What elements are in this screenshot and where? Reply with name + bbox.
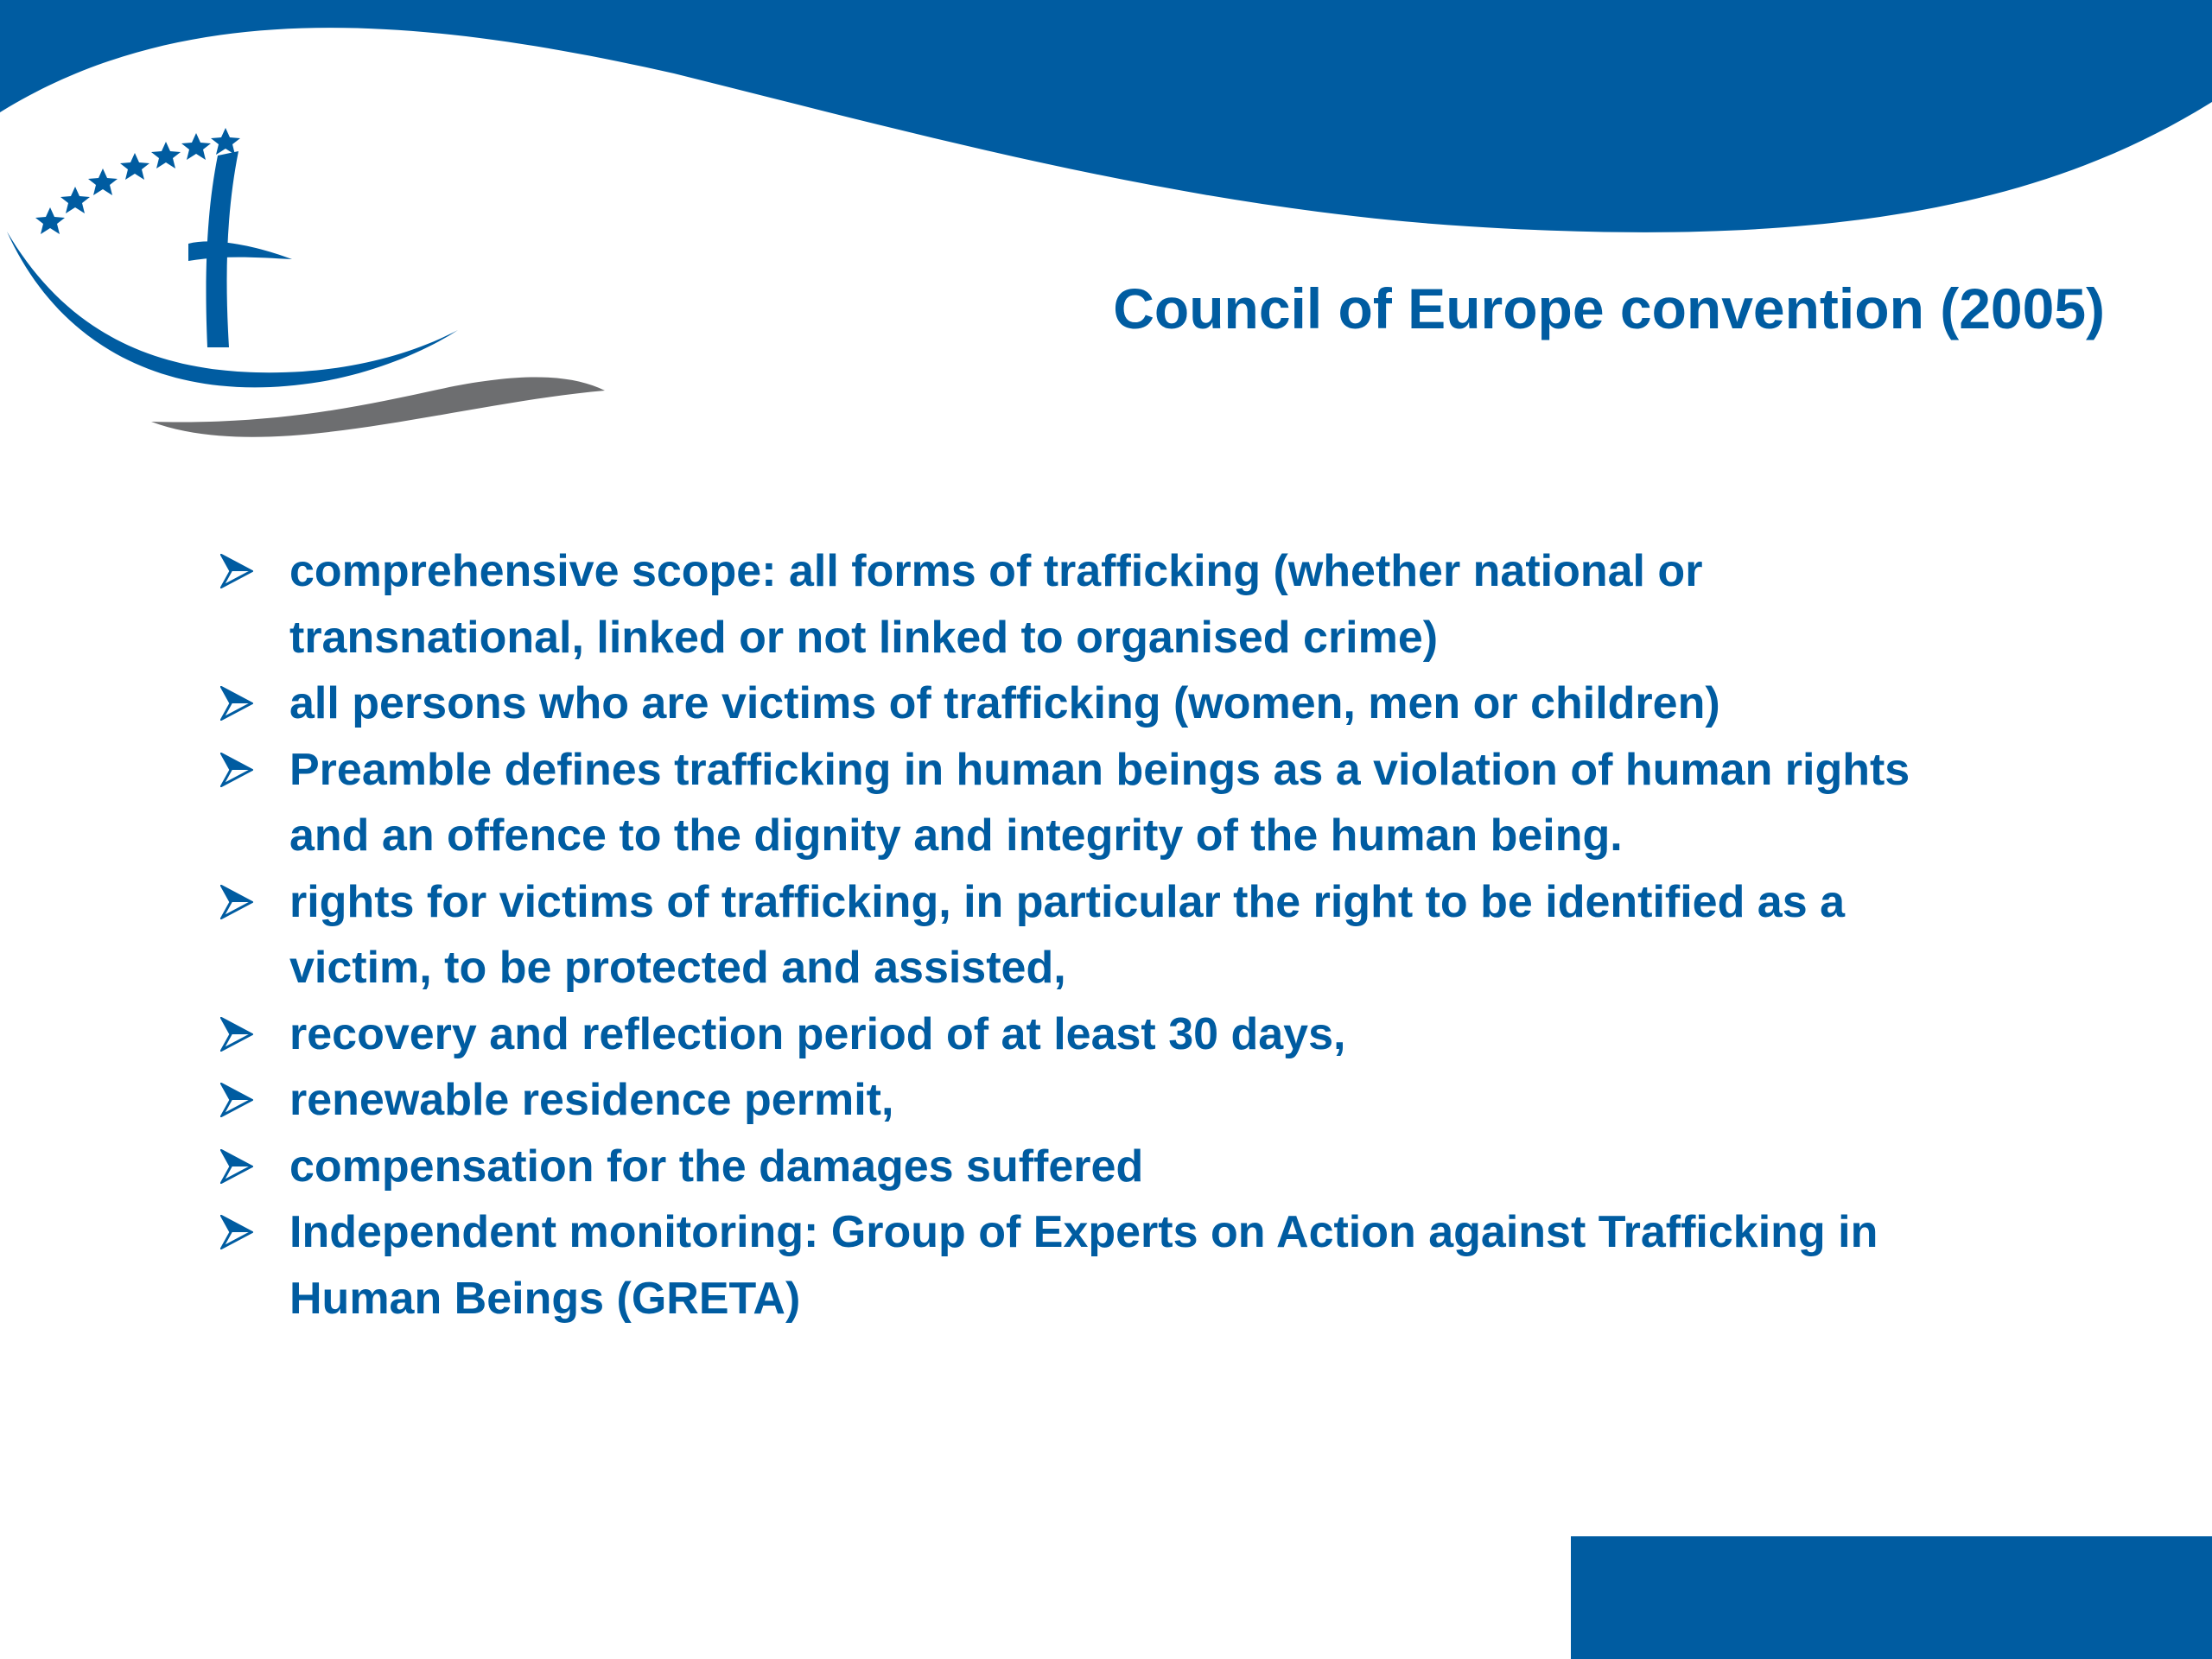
arrowhead-bullet-icon	[220, 737, 262, 804]
arrowhead-bullet-icon	[220, 538, 262, 605]
arrowhead-bullet-icon	[220, 1001, 262, 1068]
bullet-text: Independent monitoring: Group of Experts on Action against Trafficking in Human Beings (GRETA)	[289, 1207, 1878, 1324]
logo-crossbar	[188, 241, 292, 261]
bullet-text: rights for victims of trafficking, in particular the right to be identified as a victim, to be protected and assisted,	[289, 876, 1846, 993]
bottom-accent-bar	[1571, 1536, 2212, 1659]
arrowhead-bullet-icon	[220, 1199, 262, 1266]
bullet-text: compensation for the damages suffered	[289, 1141, 1144, 1192]
arrowhead-bullet-icon	[220, 671, 262, 737]
bullet-item	[220, 1001, 1948, 1068]
bullet-text: renewable residence permit,	[289, 1075, 894, 1125]
bullet-list	[220, 538, 1948, 1332]
bullet-item	[220, 538, 1948, 671]
bullet-text: Preamble defines trafficking in human beings as a violation of human rights and an offence to the dignity and integrity of the human being.	[289, 744, 1910, 861]
bullet-item	[220, 1134, 1948, 1200]
bullet-item	[220, 869, 1948, 1001]
bullet-item	[220, 671, 1948, 737]
arrowhead-bullet-icon	[220, 1067, 262, 1134]
bullet-text: all persons who are victims of trafficking (women, men or children)	[289, 678, 1720, 728]
bullet-text: comprehensive scope: all forms of trafficking (whether national or transnational, linked or not linked to organised crime)	[289, 546, 1703, 663]
arrowhead-bullet-icon	[220, 869, 262, 936]
bullet-text: recovery and reflection period of at least 30 days,	[289, 1008, 1346, 1059]
bullet-item	[220, 737, 1948, 869]
bullet-item	[220, 1199, 1948, 1332]
logo-gray-swoosh	[151, 377, 605, 436]
boat-cross-stars-logo	[0, 121, 622, 475]
bullet-item	[220, 1067, 1948, 1134]
arrowhead-bullet-icon	[220, 1134, 262, 1200]
slide-title: Council of Europe convention (2005)	[1113, 276, 2105, 340]
